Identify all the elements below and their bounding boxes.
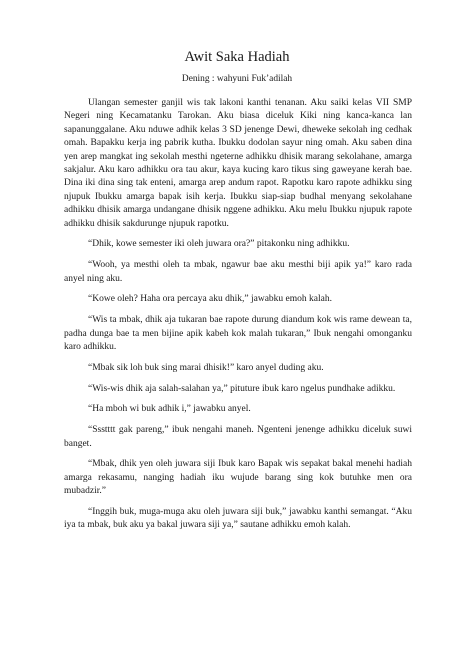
author-line: Dening : wahyuni Fuk’adilah [181, 74, 293, 84]
paragraph: “Inggih buk, muga-muga aku oleh juwara siji buk,” jawabku kanthi semangat. “Aku iya ta mbak, buk aku ya bakal juwara siji ya,” sautane adhikku emoh kalah. [64, 507, 412, 531]
paragraph: “Dhik, kowe semester iki oleh juwara ora?” pitakonku ning adhikku. [88, 239, 350, 250]
paragraph: “Ssstttt gak pareng,” ibuk nengahi maneh. Ngenteni jenenge adhikku diceluk suwi banget. [64, 425, 412, 449]
paragraph: “Wis ta mbak, dhik aja tukaran bae rapote durung diandum kok wis rame dewean ta, padha dunga bae ta men bijine apik kabeh kok malah tukaran,” Ibuk nengahi omonganku karo adhikku. [64, 315, 412, 353]
paragraph: “Mbak, dhik yen oleh juwara siji Ibuk karo Bapak wis sepakat bakal menehi hadiah amarga rekasamu, nanging hadiah iku wujude barang sing kok butuhke men ora mubadzir.” [64, 459, 412, 497]
document-title: Awit Saka Hadiah [184, 49, 290, 65]
paragraph: “Mbak sik loh buk sing marai dhisik!” karo anyel duding aku. [88, 362, 324, 373]
paragraph: “Ha mboh wi buk adhik i,” jawabku anyel. [88, 404, 251, 415]
paragraph: “Wooh, ya mesthi oleh ta mbak, ngawur bae aku mesthi biji apik ya!” karo rada anyel ning aku. [64, 260, 412, 284]
paragraph: Ulangan semester ganjil wis tak lakoni kanthi tenanan. Aku saiki kelas VII SMP Negeri ning Kecamatanku Tarokan. Aku biasa diceluk Kiki ning kanca-kanca lan sapanunggalane. Aku nduwe adhik kelas 3 SD jenenge Dewi, dheweke sekolah ing cedhak omah. Bapakku kerja ing pabrik kutha. Ibukku dodolan sayur ning omah. Aku saben dina yen arep mangkat ing sekolah mesthi ngeterne adhikku dhisik marang sekolahane, amarga sakjalur. Aku karo adhikku ora tau akur, kaya kucing karo tikus sing gaweyane kerah bae. Dina iki dina sing tak enteni, amarga arep andum rapot. Rapotku karo rapote adhikku sing njupuk Ibukku amarga bapak isih kerja. Ibukku siap-siap budhal menyang sekolahane adhikku dhisik amarga undangane dhisik nggene adhikku. Aku melu Ibukku njupuk rapote adhikku dhisik sakdurunge njupuk rapotku. [64, 98, 412, 229]
paragraph: “Wis-wis dhik aja salah-salahan ya,” pituture ibuk karo ngelus pundhake adikku. [88, 383, 396, 394]
document-body [64, 97, 412, 540]
paragraph: “Kowe oleh? Haha ora percaya aku dhik,” jawabku emoh kalah. [88, 294, 332, 305]
